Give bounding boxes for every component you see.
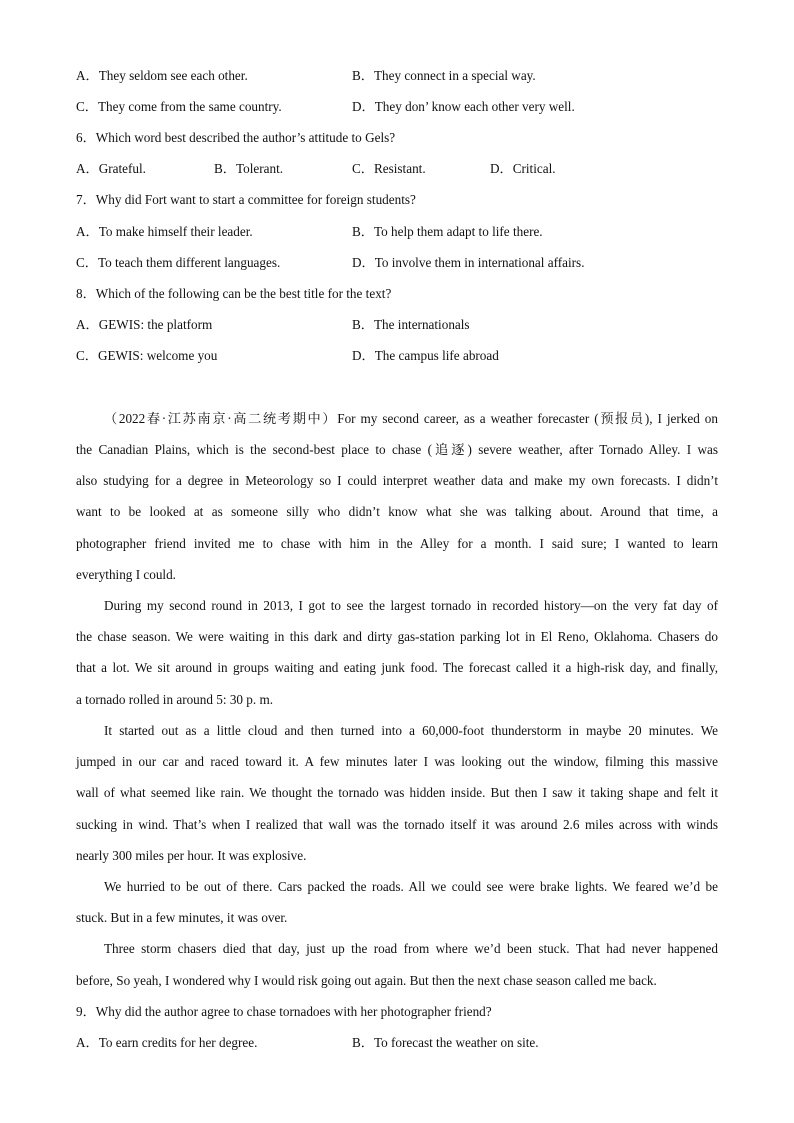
passage-p2-line-1: During my second round in 2013, I got to see the largest tornado in recorded history—on the very fat day of (104, 598, 718, 613)
q9-options-row-1 (76, 1035, 756, 1051)
q7-options-row-2 (76, 255, 756, 271)
q7-option-c[interactable]: C．To teach them different languages. (76, 255, 281, 270)
q6-option-b[interactable]: B．Tolerant. (214, 161, 284, 176)
q5-option-b[interactable]: B．They connect in a special way. (352, 68, 536, 83)
passage-p2-line-3: that a lot. We sit around in groups waiting and eating junk food. The forecast called it a high-risk day, and finally, (76, 660, 718, 675)
q5-option-a[interactable]: A．They seldom see each other. (76, 68, 248, 83)
q8-option-b[interactable]: B．The internationals (352, 317, 470, 332)
passage-p4-line-2: stuck. But in a few minutes, it was over. (76, 910, 288, 925)
q9-option-b[interactable]: B．To forecast the weather on site. (352, 1035, 539, 1050)
passage-p5-line-2: before, So yeah, I wondered why I would risk going out again. But then the next chase season called me back. (76, 973, 657, 988)
passage-p1-line-5: photographer friend invited me to chase with him in the Alley for a month. I said sure; I wanted to learn (76, 536, 718, 551)
q8-stem: 8．Which of the following can be the best title for the text? (76, 286, 392, 301)
passage-p3-line-3: wall of what seemed like rain. We thought the tornado was hidden inside. But then I saw it taking shape and felt it (76, 785, 718, 800)
q5-options-row-1 (76, 68, 756, 84)
passage-p3-line-1: It started out as a little cloud and then turned into a 60,000-foot thunderstorm in maybe 20 minutes. We (104, 723, 718, 738)
q8-option-c[interactable]: C．GEWIS: welcome you (76, 348, 218, 363)
passage-p5-line-1: Three storm chasers died that day, just up the road from where we’d been stuck. That had never happened (104, 941, 718, 956)
q8-option-d[interactable]: D．The campus life abroad (352, 348, 499, 363)
passage-p3-line-4: sucking in wind. That’s when I realized that wall was the tornado itself it was around 2.6 miles across with winds (76, 817, 718, 832)
passage-p1-line-1: （2022春·江苏南京·高二统考期中）For my second career, as a weather forecaster (预报员), I jerked on (104, 411, 718, 426)
q6-option-d[interactable]: D．Critical. (490, 161, 556, 176)
q8-option-a[interactable]: A．GEWIS: the platform (76, 317, 213, 332)
q9-stem: 9．Why did the author agree to chase tornadoes with her photographer friend? (76, 1004, 492, 1019)
passage-p3-line-5: nearly 300 miles per hour. It was explosive. (76, 848, 307, 863)
passage-p2-line-4: a tornado rolled in around 5: 30 p. m. (76, 692, 274, 707)
q8-options-row-1 (76, 317, 756, 333)
q7-stem: 7．Why did Fort want to start a committee for foreign students? (76, 192, 416, 207)
q6-option-a[interactable]: A．Grateful. (76, 161, 146, 176)
q5-option-c[interactable]: C．They come from the same country. (76, 99, 282, 114)
q6-option-c[interactable]: C．Resistant. (352, 161, 426, 176)
q5-option-d[interactable]: D．They don’ know each other very well. (352, 99, 575, 114)
q7-options-row-1 (76, 224, 756, 240)
q6-options-row (76, 161, 756, 177)
q8-options-row-2 (76, 348, 756, 364)
q6-stem: 6．Which word best described the author’s attitude to Gels? (76, 130, 396, 145)
q7-option-d[interactable]: D．To involve them in international affairs. (352, 255, 585, 270)
passage-p1-line-3: also studying for a degree in Meteorology so I could interpret weather data and make my own forecasts. I didn’t (76, 473, 718, 488)
passage-p4-line-1: We hurried to be out of there. Cars packed the roads. All we could see were brake lights. We feared we’d be (104, 879, 718, 894)
passage-p3-line-2: jumped in our car and raced toward it. A few minutes later I was looking out the window, filming this massive (76, 754, 718, 769)
passage-p1-line-6: everything I could. (76, 567, 176, 582)
q7-option-a[interactable]: A．To make himself their leader. (76, 224, 253, 239)
q9-option-a[interactable]: A．To earn credits for her degree. (76, 1035, 258, 1050)
passage-p1-line-4: want to be looked at as someone silly who didn’t know what she was talking about. Around that time, a (76, 504, 718, 519)
passage-p1-line-2: the Canadian Plains, which is the second-best place to chase (追逐) severe weather, after Tornado Alley. I was (76, 442, 718, 457)
q7-option-b[interactable]: B．To help them adapt to life there. (352, 224, 543, 239)
q5-options-row-2 (76, 99, 756, 115)
passage-p2-line-2: the chase season. We were waiting in this dark and dirty gas-station parking lot in El Reno, Oklahoma. Chasers do (76, 629, 718, 644)
